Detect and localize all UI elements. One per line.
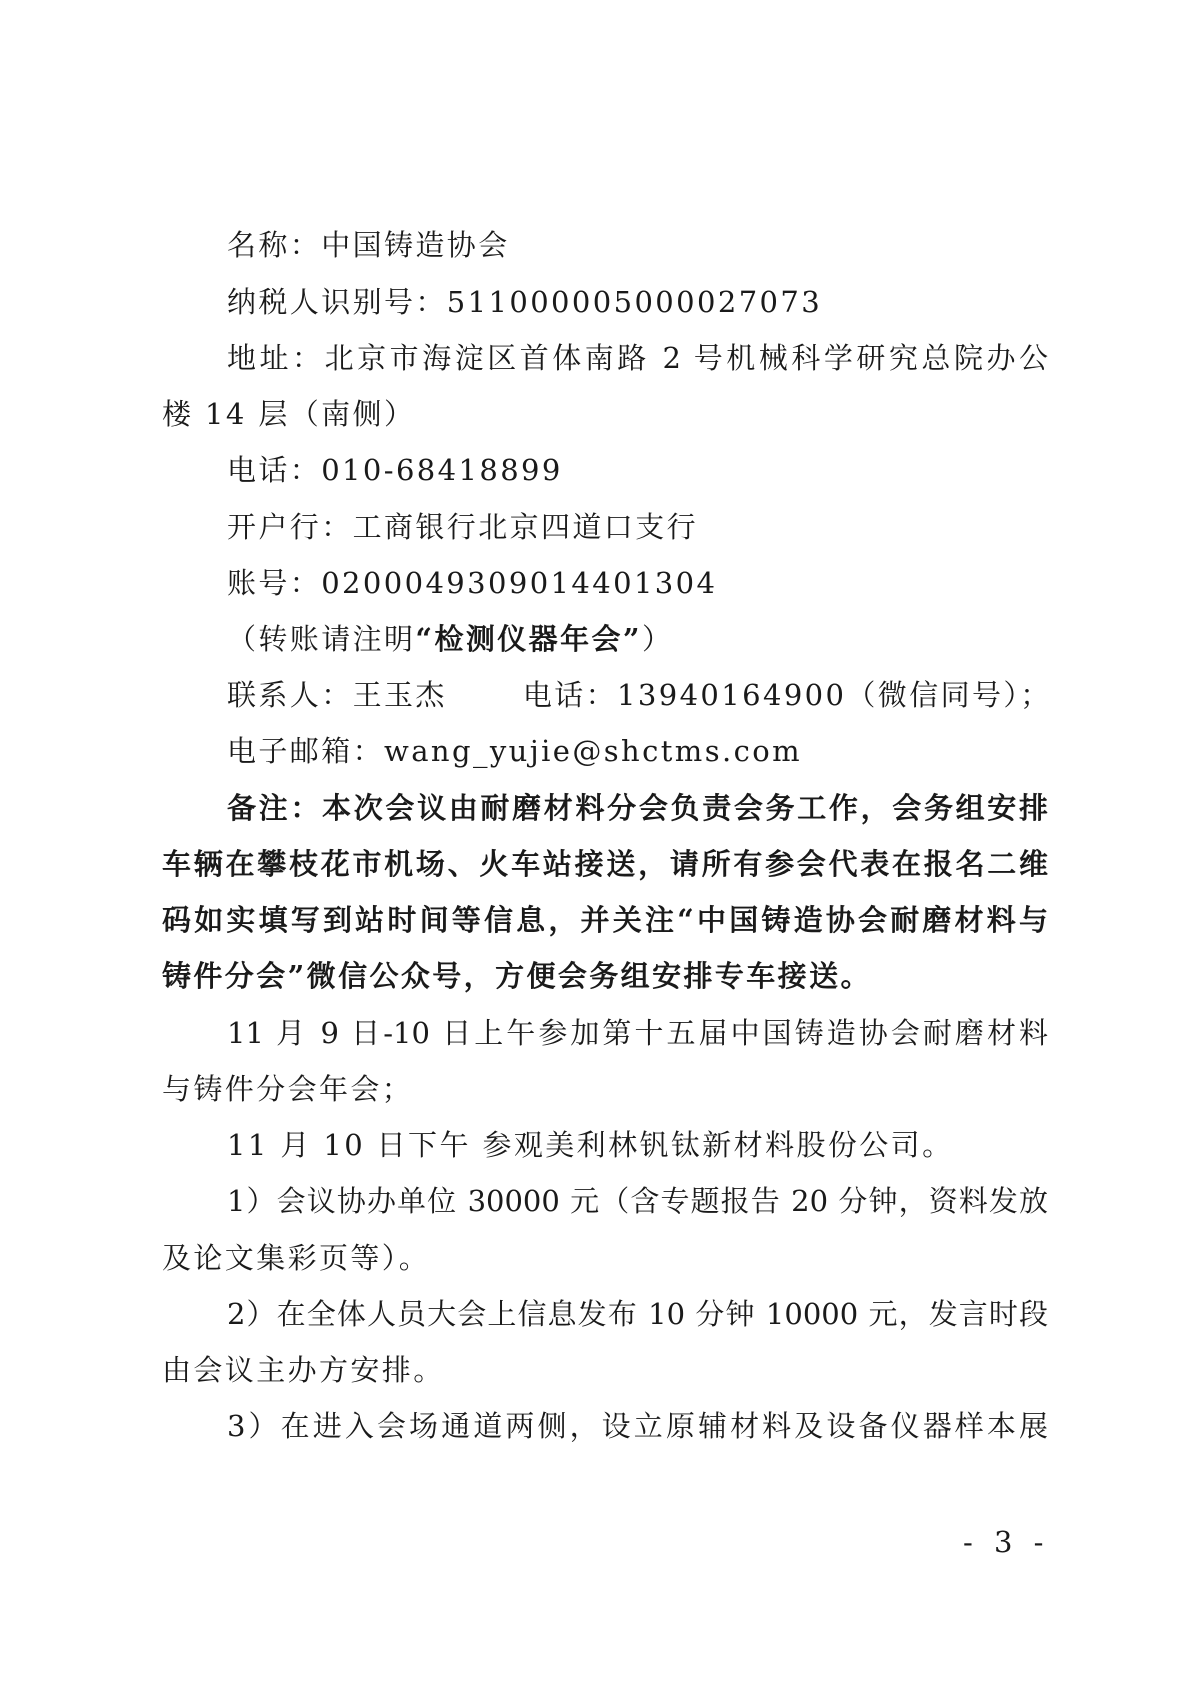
invoice-name: 名称：中国铸造协会 — [227, 228, 510, 262]
contact-phone: 电话：13940164900（微信同号）； — [522, 678, 1052, 712]
contact-email: 电子邮箱：wang_yujie@shctms.com — [227, 734, 802, 768]
invoice-phone: 电话：010-68418899 — [227, 453, 563, 487]
sponsorship-item-2-line-2: 由会议主办方安排。 — [162, 1353, 445, 1387]
page-number: - 3 - — [963, 1525, 1050, 1559]
sponsorship-item-2-line-1: 2）在全体人员大会上信息发布 10 分钟 10000 元，发言时段 — [227, 1297, 1048, 1331]
schedule-line-1: 11 月 9 日-10 日上午参加第十五届中国铸造协会耐磨材料 — [227, 1016, 1048, 1050]
schedule-line-2: 与铸件分会年会； — [162, 1072, 414, 1106]
sponsorship-item-1-line-2: 及论文集彩页等）。 — [162, 1241, 431, 1275]
sponsorship-item-1-line-1: 1）会议协办单位 30000 元（含专题报告 20 分钟，资料发放 — [227, 1184, 1048, 1218]
remark-line-3: 码如实填写到站时间等信息，并关注“中国铸造协会耐磨材料与 — [162, 903, 1048, 937]
remark-line-4: 铸件分会”微信公众号，方便会务组安排专车接送。 — [162, 959, 872, 993]
contact-person: 联系人：王玉杰 — [227, 678, 447, 712]
remark-line-1: 备注：本次会议由耐磨材料分会负责会务工作，会务组安排 — [227, 791, 1048, 825]
sponsorship-item-3-line-1: 3）在进入会场通道两侧，设立原辅材料及设备仪器样本展 — [227, 1409, 1048, 1443]
schedule-line-3: 11 月 10 日下午 参观美利林钒钛新材料股份公司。 — [227, 1128, 954, 1162]
invoice-bank: 开户行：工商银行北京四道口支行 — [227, 510, 699, 544]
transfer-note-suffix: ） — [641, 622, 674, 656]
invoice-tax-id: 纳税人识别号：511000005000027073 — [227, 285, 823, 319]
transfer-note-prefix: （转账请注明 — [227, 622, 416, 656]
contact-line — [227, 675, 1052, 715]
remark-line-2: 车辆在攀枝花市机场、火车站接送，请所有参会代表在报名二维 — [162, 847, 1048, 881]
invoice-account: 账号：0200049309014401304 — [227, 566, 718, 600]
invoice-address-line-1: 地址：北京市海淀区首体南路 2 号机械科学研究总院办公 — [227, 341, 1048, 375]
transfer-note-bold: “检测仪器年会” — [415, 622, 642, 656]
invoice-address-line-2: 楼 14 层（南侧） — [162, 397, 416, 431]
transfer-note — [227, 619, 673, 659]
